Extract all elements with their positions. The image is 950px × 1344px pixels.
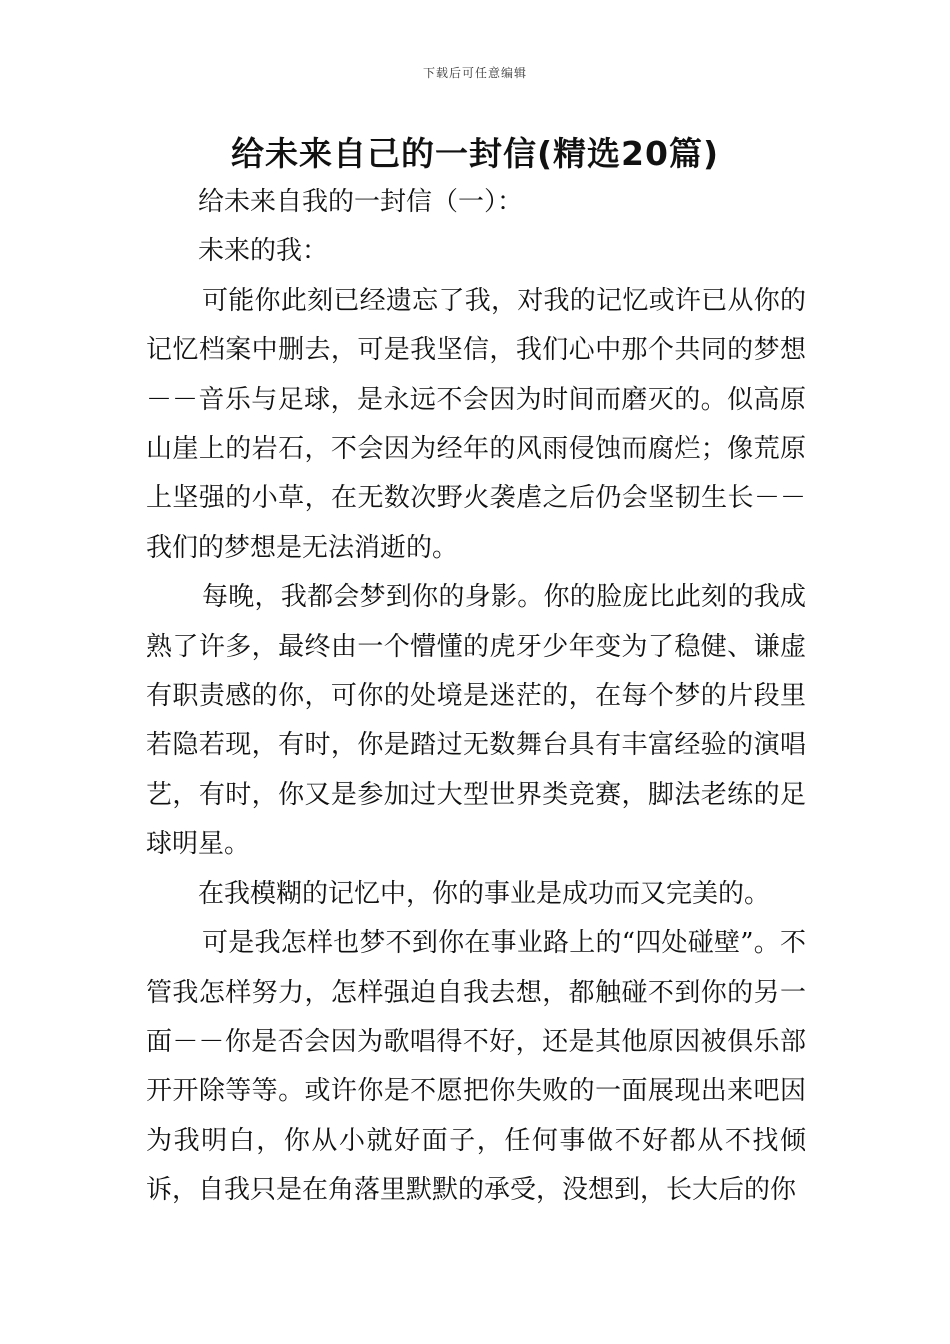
document-body bbox=[146, 178, 806, 1216]
salutation: 未来的我： bbox=[198, 236, 329, 267]
header-note: 下载后可任意编辑 bbox=[422, 66, 527, 80]
letter-heading: 给未来自我的一封信（一）： bbox=[198, 187, 524, 217]
paragraph: 可能你此刻已经遗忘了我，对我的记忆或许已从你的记忆档案中删去，可是我坚信，我们心中那个共同的梦想－－音乐与足球，是永远不会因为时间而磨灭的。似高原山崖上的岩石，不会因为经年的风雨侵蚀而腐烂；像荒原上坚强的小草，在无数次野火袭虐之后仍会坚韧生长－－我们的梦想是无法消逝的。 bbox=[146, 285, 806, 563]
document-title: 给未来自己的一封信(精选20篇) bbox=[230, 134, 720, 173]
paragraph: 每晚，我都会梦到你的身影。你的脸庞比此刻的我成熟了许多，最终由一个懵懂的虎牙少年变为了稳健、谦虚有职责感的你，可你的处境是迷茫的，在每个梦的片段里若隐若现，有时，你是踏过无数舞台具有丰富经验的演唱艺，有时，你又是参加过大型世界类竞赛，脚法老练的足球明星。 bbox=[146, 582, 806, 860]
paragraph: 可是我怎样也梦不到你在事业路上的“四处碰壁”。不管我怎样努力，怎样强迫自我去想，都触碰不到你的另一面－－你是否会因为歌唱得不好，还是其他原因被俱乐部开开除等等。或许你是不愿把你失败的一面展现出来吧因为我明白，你从小就好面子，任何事做不好都从不找倾诉，自我只是在角落里默默的承受，没想到，长大后的你 bbox=[146, 928, 806, 1206]
paragraph: 在我模糊的记忆中，你的事业是成功而又完美的。 bbox=[198, 878, 771, 909]
